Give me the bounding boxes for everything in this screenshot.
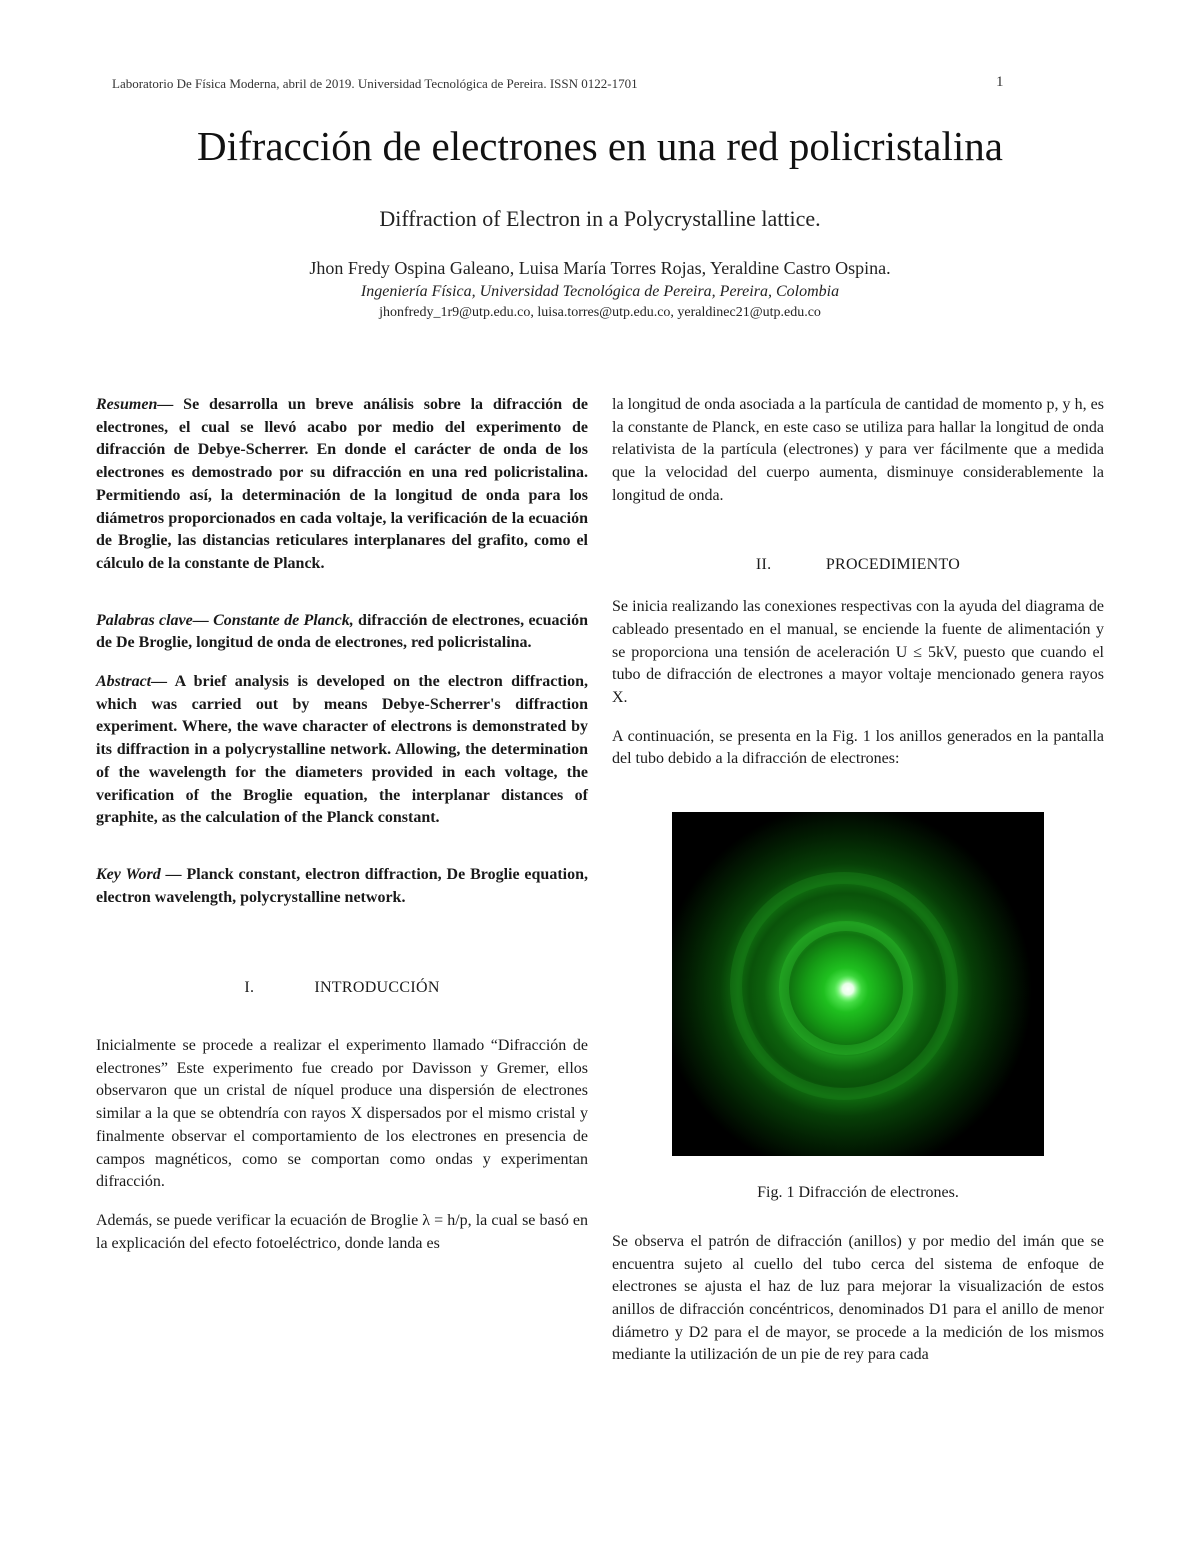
abstract-label: Abstract— bbox=[96, 673, 168, 691]
right-column bbox=[612, 394, 1104, 1367]
section-heading-procedimiento bbox=[612, 554, 1104, 577]
diffraction-rings-image bbox=[672, 812, 1044, 1156]
running-header: Laboratorio De Física Moderna, abril de 2019. Universidad Tecnológica de Pereira. ISSN 0122-1701 bbox=[112, 76, 638, 91]
key-word-label: Key Word — bbox=[96, 865, 182, 883]
intro-paragraph-2: Además, se puede verificar la ecuación de Broglie λ = h/p, la cual se basó en la explicación del efecto fotoeléctrico, donde landa es bbox=[96, 1211, 588, 1252]
procedimiento-paragraph-1: Se inicia realizando las conexiones respectivas con la ayuda del diagrama de cableado presentado en el manual, se enciende la fuente de alimentación y se proporciona una tensión de aceleración U ≤ 5kV, puesto que cuando el tubo de difracción de electrones a mayor voltaje mencionado genera rayos X. bbox=[612, 598, 1104, 707]
procedimiento-paragraph-2: A continuación, se presenta en la Fig. 1 los anillos generados en la pantalla del tubo debido a la difracción de electrones: bbox=[612, 727, 1104, 768]
key-word-text: Planck constant, electron diffraction, De Broglie equation, electron wavelength, polycrystalline network. bbox=[96, 865, 588, 906]
figure-caption: Fig. 1 Difracción de electrones. bbox=[757, 1184, 959, 1202]
resumen-paragraph bbox=[96, 394, 588, 576]
paper-title: Difracción de electrones en una red policristalina bbox=[197, 123, 1003, 169]
intro-paragraph-1: Inicialmente se procede a realizar el experimento llamado “Difracción de electrones” Este experimento fue creado por Davisson y Gremer, ellos observaron que un cristal de níquel produce una dispersión de electrones similar a la que se obtendría con rayos X dispersados por el mismo cristal y finalmente observar el comportamiento de los electrones en presencia de campos magnéticos, como se comportan como ondas y experimentan difracción. bbox=[96, 1037, 588, 1191]
resumen-label: Resumen— bbox=[96, 396, 174, 413]
left-column bbox=[96, 394, 588, 1255]
abstract-text: A brief analysis is developed on the electron diffraction, which was carried out by means Debye-Scherrer's diffraction experiment. Where, the wave character of electrons is demonstrated by its diffraction in a polycrystalline network. Allowing, the determination of the wavelength for the diameters provided in each voltage, the verification of the Broglie equation, the interplanar distances of graphite, as the calculation of the Planck constant. bbox=[96, 673, 588, 827]
authors: Jhon Fredy Ospina Galeano, Luisa María Torres Rojas, Yeraldine Castro Ospina. bbox=[309, 258, 891, 278]
palabras-clave-label: Palabras clave— Constante de Planck, bbox=[96, 611, 354, 629]
page-number: 1 bbox=[996, 74, 1004, 90]
section-title: PROCEDIMIENTO bbox=[825, 555, 961, 573]
section-heading-introduccion bbox=[96, 977, 588, 1000]
intro-continuation-paragraph: la longitud de onda asociada a la partícula de cantidad de momento p, y h, es la constante de Planck, en este caso se utiliza para hallar la longitud de onda relativista de la partícula (electrones) y para ver fácilmente que a medida que la velocidad del cuerpo aumenta, disminuye considerablemente la longitud de onda. bbox=[612, 396, 1104, 504]
palabras-clave-text: difracción de electrones, ecuación de De Broglie, longitud de onda de electrones, red policristalina. bbox=[96, 611, 588, 652]
paper-subtitle: Diffraction of Electron in a Polycrystalline lattice. bbox=[379, 206, 821, 231]
section-title: INTRODUCCIÓN bbox=[314, 979, 440, 997]
abstract-paragraph bbox=[96, 671, 588, 830]
diffraction-rings-svg bbox=[672, 812, 1044, 1156]
section-number: I. bbox=[244, 979, 255, 997]
section-number: II. bbox=[755, 555, 772, 573]
palabras-clave-paragraph bbox=[96, 610, 588, 655]
key-word-paragraph bbox=[96, 864, 588, 909]
author-emails: jhonfredy_1r9@utp.edu.co, luisa.torres@utp.edu.co, yeraldinec21@utp.edu.co bbox=[379, 305, 821, 320]
figure-1 bbox=[612, 812, 1104, 1156]
affiliation: Ingeniería Física, Universidad Tecnológica de Pereira, Pereira, Colombia bbox=[360, 283, 840, 300]
procedimiento-paragraph-3: Se observa el patrón de difracción (anillos) y por medio del imán que se encuentra sujeto al cuello del tubo cerca del sistema de enfoque de electrones se ajusta el haz de luz para mejorar la visualización de estos anillos de difracción concéntricos, denominados D1 para el anillo de menor diámetro y D2 para el de mayor, se procede a la medición de los mismos mediante la utilización de un pie de rey para cada bbox=[612, 1232, 1104, 1364]
resumen-text: Se desarrolla un breve análisis sobre la difracción de electrones, el cual se llevó acabo por medio del experimento de difracción de Debye-Scherrer. En donde el carácter de onda de los electrones es demostrado por su difracción en una red policristalina. Permitiendo así, la determinación de la longitud de onda para los diámetros proporcionados en cada voltaje, la verificación de la ecuación de Broglie, las distancias reticulares interplanares del grafito, como el cálculo de la constante de Planck. bbox=[96, 396, 588, 572]
